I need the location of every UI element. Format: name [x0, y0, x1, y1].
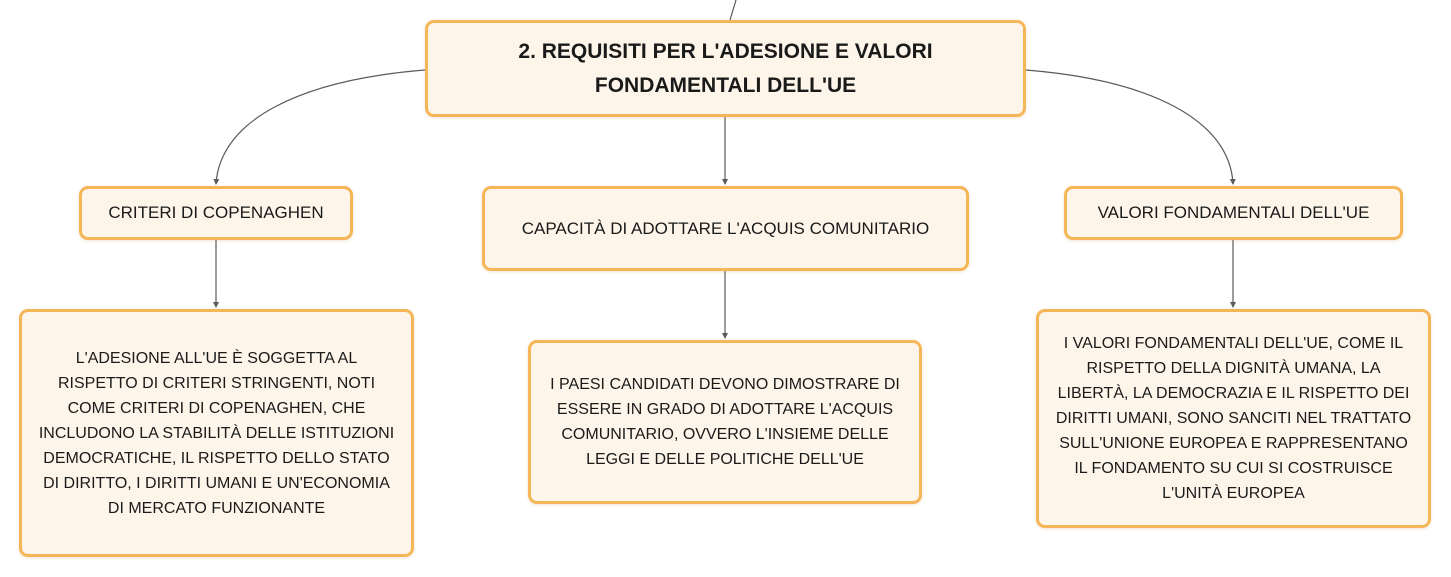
detail-text: L'ADESIONE ALL'UE È SOGGETTA AL RISPETTO DI CRITERI STRINGENTI, NOTI COME CRITERI DI COPENAGHEN, CHE INCLUDONO LA STABILITÀ DELLE ISTITUZIONI DEMOCRATICHE, IL RISPETTO DELLO STATO DI DIRITTO, I DIRITTI UMANI E UN'ECONOMIA DI MERCATO FUNZIONANTE [38, 349, 395, 517]
connector-root-copenaghen [216, 70, 425, 184]
parent-connector [730, 0, 736, 20]
topic-label: CAPACITÀ DI ADOTTARE L'ACQUIS COMUNITARIO [521, 218, 930, 238]
root-title: 2. REQUISITI PER L'ADESIONE E VALORI FONDAMENTALI DELL'UE [518, 39, 933, 97]
detail-valori-fondamentali[interactable] [1036, 309, 1431, 528]
topic-valori-fondamentali[interactable] [1064, 186, 1403, 240]
topic-label: VALORI FONDAMENTALI DELL'UE [1097, 203, 1370, 222]
connector-root-valori [1026, 70, 1233, 184]
detail-acquis-comunitario[interactable] [528, 340, 922, 504]
topic-acquis-comunitario[interactable] [482, 186, 969, 271]
detail-text: I PAESI CANDIDATI DEVONO DIMOSTRARE DI ESSERE IN GRADO DI ADOTTARE L'ACQUIS COMUNITARIO, OVVERO L'INSIEME DELLE LEGGI E DELLE POLITICHE DELL'UE [550, 376, 900, 468]
detail-criteri-copenaghen[interactable] [19, 309, 414, 557]
detail-text: I VALORI FONDAMENTALI DELL'UE, COME IL RISPETTO DELLA DIGNITÀ UMANA, LA LIBERTÀ, LA DEMOCRAZIA E IL RISPETTO DEI DIRITTI UMANI, SONO SANCITI NEL TRATTATO SULL'UNIONE EUROPEA E RAPPRESENTANO IL FONDAMENTO SU CUI SI COSTRUISCE L'UNITÀ EUROPEA [1055, 335, 1412, 502]
topic-label: CRITERI DI COPENAGHEN [108, 203, 324, 222]
topic-criteri-copenaghen[interactable] [79, 186, 353, 240]
root-node[interactable] [425, 20, 1026, 117]
